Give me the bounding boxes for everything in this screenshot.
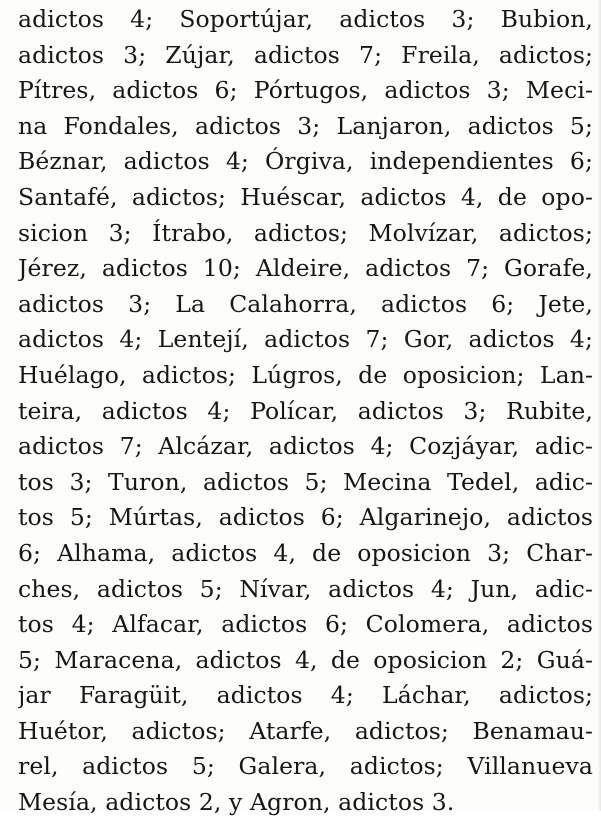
text-line: na Fondales, adictos 3; Lanjaron, adictos 5; <box>18 111 593 140</box>
text-line: 6; Alhama, adictos 4, de oposicion 3; Char- <box>18 538 593 567</box>
text-column <box>18 2 593 821</box>
text-line: rel, adictos 5; Galera, adictos; Villanueva <box>18 752 593 781</box>
text-line: Huétor, adictos; Atarfe, adictos; Benamau- <box>18 716 593 745</box>
text-line: Pítres, adictos 6; Pórtugos, adictos 3; Meci- <box>18 76 593 105</box>
text-line: jar Faragüit, adictos 4; Láchar, adictos; <box>18 681 593 710</box>
text-line: tos 4; Alfacar, adictos 6; Colomera, adictos <box>18 610 593 639</box>
text-line: adictos 3; Zújar, adictos 7; Freila, adictos; <box>18 40 593 69</box>
text-line: sicion 3; Ítrabo, adictos; Molvízar, adictos; <box>18 218 593 247</box>
text-line: Huélago, adictos; Lúgros, de oposicion; Lan- <box>18 360 593 389</box>
text-line: adictos 7; Alcázar, adictos 4; Cozjáyar, adic- <box>18 432 593 461</box>
text-line: tos 5; Múrtas, adictos 6; Algarinejo, adictos <box>18 503 593 532</box>
text-line: Béznar, adictos 4; Órgiva, independientes 6; <box>18 147 593 176</box>
text-line: Jérez, adictos 10; Aldeire, adictos 7; Gorafe, <box>18 254 593 283</box>
text-line: adictos 4; Soportújar, adictos 3; Bubion, <box>18 5 593 33</box>
text-line: adictos 3; La Calahorra, adictos 6; Jete, <box>18 289 593 318</box>
text-line: teira, adictos 4; Polícar, adictos 3; Rubite, <box>18 396 593 425</box>
page-edge <box>597 0 601 811</box>
text-line: tos 3; Turon, adictos 5; Mecina Tedel, adic- <box>18 467 593 496</box>
text-line: ches, adictos 5; Nívar, adictos 4; Jun, adic- <box>18 574 593 603</box>
text-line: Santafé, adictos; Huéscar, adictos 4, de opo- <box>18 182 593 211</box>
text-line: adictos 4; Lentejí, adictos 7; Gor, adictos 4; <box>18 325 593 354</box>
text-line: 5; Maracena, adictos 4, de oposicion 2; Guá- <box>18 645 593 674</box>
text-line-last: Mesía, adictos 2, y Agron, adictos 3. <box>18 788 455 817</box>
